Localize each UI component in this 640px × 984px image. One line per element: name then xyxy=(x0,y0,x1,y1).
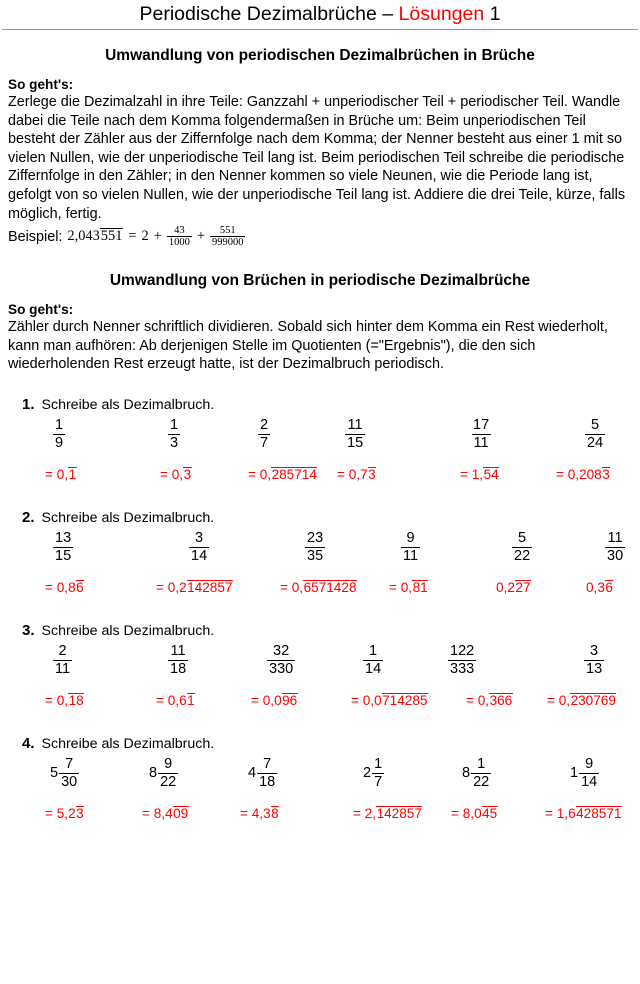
problem-item xyxy=(53,643,72,678)
mixed-number xyxy=(363,756,384,791)
fraction-numerator: 3 xyxy=(195,529,204,546)
problem-item xyxy=(267,643,295,678)
fraction-denominator: 7 xyxy=(374,773,383,790)
problem-item xyxy=(471,417,491,452)
fraction xyxy=(258,417,270,452)
answer-prefix: = 0, xyxy=(337,466,361,482)
fraction-denominator: 15 xyxy=(55,547,72,564)
problem-item xyxy=(448,643,476,678)
problem-item xyxy=(605,530,625,565)
fraction-numerator: 3 xyxy=(590,642,599,659)
section1-title: Umwandlung von periodischen Dezimalbrüchen in Brüche xyxy=(105,47,535,64)
problem-item xyxy=(189,530,209,565)
fraction-numerator: 32 xyxy=(273,642,290,659)
answer-value xyxy=(545,806,622,822)
answer-prefix: = 0, xyxy=(389,579,413,595)
example-fraction-2-numerator: 551 xyxy=(219,225,236,237)
exercise-prompt: Schreibe als Dezimalbruch. xyxy=(41,735,215,752)
answer-cell xyxy=(160,461,192,483)
page-title-part2: 1 xyxy=(484,3,501,25)
answer-period-digits: 8 xyxy=(271,805,279,821)
fraction xyxy=(512,530,532,565)
exercise-2-items xyxy=(8,530,632,608)
exercise-number: 4. xyxy=(22,734,35,752)
fraction xyxy=(448,643,476,678)
answer-prefix: = 0, xyxy=(156,692,180,708)
exercise-list xyxy=(8,396,632,834)
fraction-denominator: 22 xyxy=(514,547,531,564)
answer-period-digits: 142857 xyxy=(187,579,233,595)
answer-prefix: = 0, xyxy=(556,466,580,482)
fraction xyxy=(53,643,72,678)
problem-item xyxy=(585,417,605,452)
fraction-numerator: 9 xyxy=(406,529,415,546)
answer-period-digits: 3 xyxy=(368,466,376,482)
answer-value xyxy=(248,467,317,483)
answer-value xyxy=(466,693,513,709)
exercise-prompt: Schreibe als Dezimalbruch. xyxy=(41,509,215,526)
answer-cell xyxy=(389,574,428,596)
answer-cell xyxy=(351,687,428,709)
answer-cell xyxy=(45,574,84,596)
fraction-numerator: 2 xyxy=(260,416,269,433)
answer-cell xyxy=(353,800,422,822)
answer-period-digits: 27 xyxy=(515,579,531,595)
problem-item xyxy=(363,756,384,791)
fraction-numerator: 7 xyxy=(65,755,74,772)
example-equals: = xyxy=(128,228,137,245)
mixed-number xyxy=(248,756,277,791)
fraction-numerator: 1 xyxy=(477,755,486,772)
answer-prefix: 0, xyxy=(586,579,598,595)
problem-item xyxy=(305,530,325,565)
answer-period-digits: 6 xyxy=(605,579,613,595)
fraction-denominator: 22 xyxy=(473,773,490,790)
fraction-numerator: 5 xyxy=(591,416,600,433)
answer-period-digits: 1 xyxy=(68,466,77,482)
fraction xyxy=(267,643,295,678)
answer-nonperiodic-digits: 2 xyxy=(507,579,515,595)
answer-period-digits: 230769 xyxy=(570,692,616,708)
exercise-3-items xyxy=(8,643,632,721)
answer-value xyxy=(460,467,499,483)
answer-period-digits: 81 xyxy=(412,579,428,595)
fraction xyxy=(305,530,325,565)
page-title xyxy=(0,0,640,26)
exercise-number: 1. xyxy=(22,395,35,413)
section1-body: Zerlege die Dezimalzahl in ihre Teile: Ganzzahl + unperiodischer Teil + periodischer Teil. Wandle dabei die Teile nach dem Komma folgendermaßen in Brüche um: Beim unperiodischen Teil besteht der Zähler aus der Ziffernfolge nach dem Komma; der Nenner besteht aus einer 1 mit so vielen Nullen, wie der unperiodische Teil lang ist. Beim periodischen Teil schreibe die periodische Ziffernfolge in den Zähler; in den Nenner kommen so viele Neunen, wie die Periode lang ist, gefolgt von so vielen Nullen, wie der unperiodische Teil lang ist. Addiere die drei Teile, kürze, falls möglich, fertig. xyxy=(8,94,626,222)
answer-prefix: = 8, xyxy=(142,805,166,821)
fraction-denominator: 9 xyxy=(55,434,64,451)
mixed-number-whole: 8 xyxy=(462,765,471,782)
exercise-2 xyxy=(8,509,632,608)
fraction-denominator: 35 xyxy=(307,547,324,564)
answer-nonperiodic-digits: 7 xyxy=(360,466,368,482)
answer-nonperiodic-digits: 0 xyxy=(274,692,282,708)
answer-cell xyxy=(156,687,195,709)
answer-cell xyxy=(251,687,298,709)
answer-prefix: = 0, xyxy=(156,579,180,595)
answer-nonperiodic-digits: 8 xyxy=(68,579,76,595)
answer-value xyxy=(240,806,279,822)
answer-prefix: = 0, xyxy=(160,466,184,482)
fraction xyxy=(585,417,605,452)
mixed-number-whole: 5 xyxy=(50,765,59,782)
problem-item xyxy=(50,756,79,791)
answer-cell xyxy=(45,800,84,822)
answer-period-digits: 366 xyxy=(489,692,513,708)
answer-cell xyxy=(496,574,531,596)
fraction-denominator: 24 xyxy=(587,434,604,451)
fraction-denominator: 22 xyxy=(160,773,177,790)
exercise-1-header xyxy=(8,396,632,413)
answer-value xyxy=(547,693,616,709)
fraction-denominator: 3 xyxy=(170,434,179,451)
page-title-part1: Periodische Dezimalbrüche – xyxy=(139,3,399,25)
fraction xyxy=(471,756,491,791)
answer-period-digits: 96 xyxy=(282,692,298,708)
header-divider xyxy=(2,29,638,30)
answer-period-digits: 142857 xyxy=(376,805,422,821)
answer-cell xyxy=(460,461,499,483)
answer-value xyxy=(451,806,498,822)
answer-prefix: = 0, xyxy=(45,466,69,482)
answer-period-digits: 3 xyxy=(76,805,84,821)
fraction xyxy=(584,643,604,678)
fraction-numerator: 2 xyxy=(58,642,67,659)
example-fraction-2 xyxy=(210,225,246,248)
problem-item xyxy=(363,643,383,678)
fraction-denominator: 11 xyxy=(55,660,71,677)
answer-cell xyxy=(45,461,77,483)
problem-item xyxy=(345,417,365,452)
problem-item xyxy=(258,417,270,452)
answer-value xyxy=(45,467,77,483)
problem-item xyxy=(512,530,532,565)
exercise-4-header xyxy=(8,735,632,752)
answer-prefix: = 0, xyxy=(45,579,69,595)
fraction xyxy=(605,530,625,565)
fraction-numerator: 11 xyxy=(170,642,186,659)
answer-cell xyxy=(547,687,616,709)
mixed-number-whole: 2 xyxy=(363,765,372,782)
answer-nonperiodic-digits: 2 xyxy=(68,805,76,821)
section2-body: Zähler durch Nenner schriftlich dividieren. Sobald sich hinter dem Komma ein Rest wiederholt, kann man aufhören: Ab derjenigen Stelle im Quotienten (="Ergebnis"), die den sich wiederholenden Rest erzeugt hatte, ist der Dezimalbruch periodisch. xyxy=(8,319,608,373)
problem-item xyxy=(53,417,65,452)
answer-prefix: 0, xyxy=(496,579,508,595)
page-title-highlight: Lösungen xyxy=(398,3,485,25)
problem-item xyxy=(248,756,277,791)
answer-value xyxy=(389,580,428,596)
example-value-prefix: 2,043 xyxy=(67,228,100,245)
fraction-denominator: 330 xyxy=(269,660,294,677)
answer-prefix: = 4, xyxy=(240,805,264,821)
answer-prefix: = 0, xyxy=(547,692,571,708)
fraction-denominator: 7 xyxy=(260,434,269,451)
answer-cell xyxy=(156,574,233,596)
answer-period-digits: 714285 xyxy=(382,692,428,708)
answer-cell xyxy=(240,800,279,822)
answer-prefix: = 0, xyxy=(466,692,490,708)
problem-item xyxy=(168,643,188,678)
fraction-denominator: 11 xyxy=(473,434,489,451)
answer-value xyxy=(156,693,195,709)
fraction xyxy=(471,417,491,452)
exercise-3 xyxy=(8,622,632,721)
answer-cell xyxy=(248,461,317,483)
answer-period-digits: 285714 xyxy=(271,466,317,482)
fraction-numerator: 9 xyxy=(164,755,173,772)
fraction-numerator: 17 xyxy=(473,416,490,433)
fraction-numerator: 1 xyxy=(170,416,179,433)
answer-period-digits: 45 xyxy=(482,805,498,821)
answer-prefix: = 1, xyxy=(545,805,569,821)
answer-prefix: = 0, xyxy=(45,692,69,708)
problem-item xyxy=(53,530,73,565)
answer-prefix: = 0, xyxy=(251,692,275,708)
answer-cell xyxy=(337,461,376,483)
answer-prefix: = 0, xyxy=(248,466,272,482)
fraction xyxy=(257,756,277,791)
fraction xyxy=(168,417,180,452)
section2-title: Umwandlung von Brüchen in periodische Dezimalbrüche xyxy=(109,272,531,290)
fraction-numerator: 13 xyxy=(55,529,72,546)
fraction-denominator: 15 xyxy=(347,434,364,451)
exercise-2-header xyxy=(8,509,632,526)
answer-prefix: = 5, xyxy=(45,805,69,821)
fraction xyxy=(345,417,365,452)
fraction-denominator: 30 xyxy=(607,547,624,564)
answer-nonperiodic-digits: 6 xyxy=(568,805,576,821)
fraction xyxy=(53,417,65,452)
answer-value xyxy=(45,806,84,822)
answer-value xyxy=(251,693,298,709)
section1-sogehts-label: So geht's: xyxy=(8,77,74,92)
exercise-prompt: Schreibe als Dezimalbruch. xyxy=(41,396,215,413)
problem-item xyxy=(584,643,604,678)
answer-nonperiodic-digits: 0 xyxy=(374,692,382,708)
answer-prefix: = 2, xyxy=(353,805,377,821)
answer-period-digits: 6 xyxy=(76,579,84,595)
answer-value xyxy=(160,467,192,483)
fraction-denominator: 14 xyxy=(365,660,382,677)
answer-nonperiodic-digits: 6 xyxy=(179,692,187,708)
answer-nonperiodic-digits: 3 xyxy=(263,805,271,821)
problem-item xyxy=(462,756,491,791)
answer-nonperiodic-digits: 4 xyxy=(165,805,173,821)
fraction xyxy=(53,530,73,565)
example-plus2: + xyxy=(196,228,205,245)
example-label: Beispiel: xyxy=(8,228,63,245)
answer-period-digits: 1 xyxy=(187,692,195,708)
example-fraction-2-denominator: 999000 xyxy=(211,237,244,249)
fraction-numerator: 9 xyxy=(585,755,594,772)
fraction-denominator: 18 xyxy=(259,773,276,790)
fraction-denominator: 30 xyxy=(61,773,78,790)
example-term1: 2 xyxy=(141,228,149,245)
answer-cell xyxy=(545,800,622,822)
answer-nonperiodic-digits: 0 xyxy=(474,805,482,821)
answer-value xyxy=(556,467,610,483)
exercise-4 xyxy=(8,735,632,834)
fraction-denominator: 13 xyxy=(586,660,603,677)
answer-cell xyxy=(556,461,610,483)
fraction-numerator: 122 xyxy=(450,642,475,659)
fraction-denominator: 11 xyxy=(403,547,419,564)
example-value-period: 551 xyxy=(100,228,123,245)
answer-cell xyxy=(466,687,513,709)
example-value xyxy=(67,228,123,245)
answer-period-digits: 54 xyxy=(483,466,499,482)
fraction xyxy=(579,756,599,791)
mixed-number xyxy=(149,756,178,791)
answer-cell xyxy=(280,574,357,596)
answer-value xyxy=(496,580,531,596)
answer-period-digits: 6571428 xyxy=(303,579,357,595)
exercise-3-header xyxy=(8,622,632,639)
fraction-numerator: 1 xyxy=(369,642,378,659)
problem-item xyxy=(149,756,178,791)
fraction xyxy=(59,756,79,791)
mixed-number xyxy=(570,756,599,791)
problem-item xyxy=(168,417,180,452)
problem-item xyxy=(570,756,599,791)
mixed-number-whole: 1 xyxy=(570,765,579,782)
answer-period-digits: 18 xyxy=(68,692,84,708)
answer-cell xyxy=(586,574,613,596)
mixed-number xyxy=(462,756,491,791)
answer-value xyxy=(156,580,233,596)
fraction-numerator: 1 xyxy=(374,755,383,772)
section1-example xyxy=(8,225,632,248)
exercise-4-items xyxy=(8,756,632,834)
answer-nonperiodic-digits: 2 xyxy=(179,579,187,595)
answer-value xyxy=(586,580,613,596)
fraction-denominator: 14 xyxy=(581,773,598,790)
exercise-1-items xyxy=(8,417,632,495)
exercise-1 xyxy=(8,396,632,495)
answer-cell xyxy=(142,800,189,822)
fraction xyxy=(363,643,383,678)
answer-period-digits: 3 xyxy=(183,466,192,482)
fraction-denominator: 14 xyxy=(191,547,208,564)
answer-period-digits: 3 xyxy=(602,466,610,482)
answer-value xyxy=(351,693,428,709)
fraction-numerator: 5 xyxy=(518,529,527,546)
example-fraction-1-numerator: 43 xyxy=(174,225,185,237)
answer-value xyxy=(353,806,422,822)
fraction xyxy=(168,643,188,678)
fraction-numerator: 1 xyxy=(55,416,64,433)
mixed-number-whole: 4 xyxy=(248,765,257,782)
exercise-number: 2. xyxy=(22,508,35,526)
answer-value xyxy=(280,580,357,596)
example-fraction-1-denominator: 1000 xyxy=(168,237,190,249)
fraction xyxy=(372,756,384,791)
fraction-numerator: 11 xyxy=(347,416,363,433)
answer-period-digits: 428571 xyxy=(576,805,622,821)
answer-value xyxy=(142,806,189,822)
example-plus1: + xyxy=(153,228,162,245)
answer-nonperiodic-digits: 208 xyxy=(579,466,602,482)
fraction-denominator: 18 xyxy=(170,660,187,677)
mixed-number xyxy=(50,756,79,791)
exercise-prompt: Schreibe als Dezimalbruch. xyxy=(41,622,215,639)
section2-sogehts-label: So geht's: xyxy=(8,302,74,318)
fraction xyxy=(158,756,178,791)
answer-cell xyxy=(45,687,84,709)
answer-prefix: = 0, xyxy=(280,579,304,595)
fraction-numerator: 23 xyxy=(307,529,324,546)
answer-prefix: = 8, xyxy=(451,805,475,821)
answer-prefix: = 0, xyxy=(351,692,375,708)
answer-nonperiodic-digits: 3 xyxy=(597,579,605,595)
answer-value xyxy=(45,693,84,709)
mixed-number-whole: 8 xyxy=(149,765,158,782)
answer-value xyxy=(337,467,376,483)
example-fraction-1 xyxy=(167,225,192,248)
answer-value xyxy=(45,580,84,596)
answer-cell xyxy=(451,800,498,822)
exercise-number: 3. xyxy=(22,621,35,639)
fraction-numerator: 7 xyxy=(263,755,272,772)
fraction xyxy=(401,530,420,565)
problem-item xyxy=(401,530,420,565)
fraction xyxy=(189,530,209,565)
answer-prefix: = 1, xyxy=(460,466,484,482)
fraction-denominator: 333 xyxy=(450,660,475,677)
answer-period-digits: 09 xyxy=(173,805,189,821)
fraction-numerator: 11 xyxy=(607,529,623,546)
